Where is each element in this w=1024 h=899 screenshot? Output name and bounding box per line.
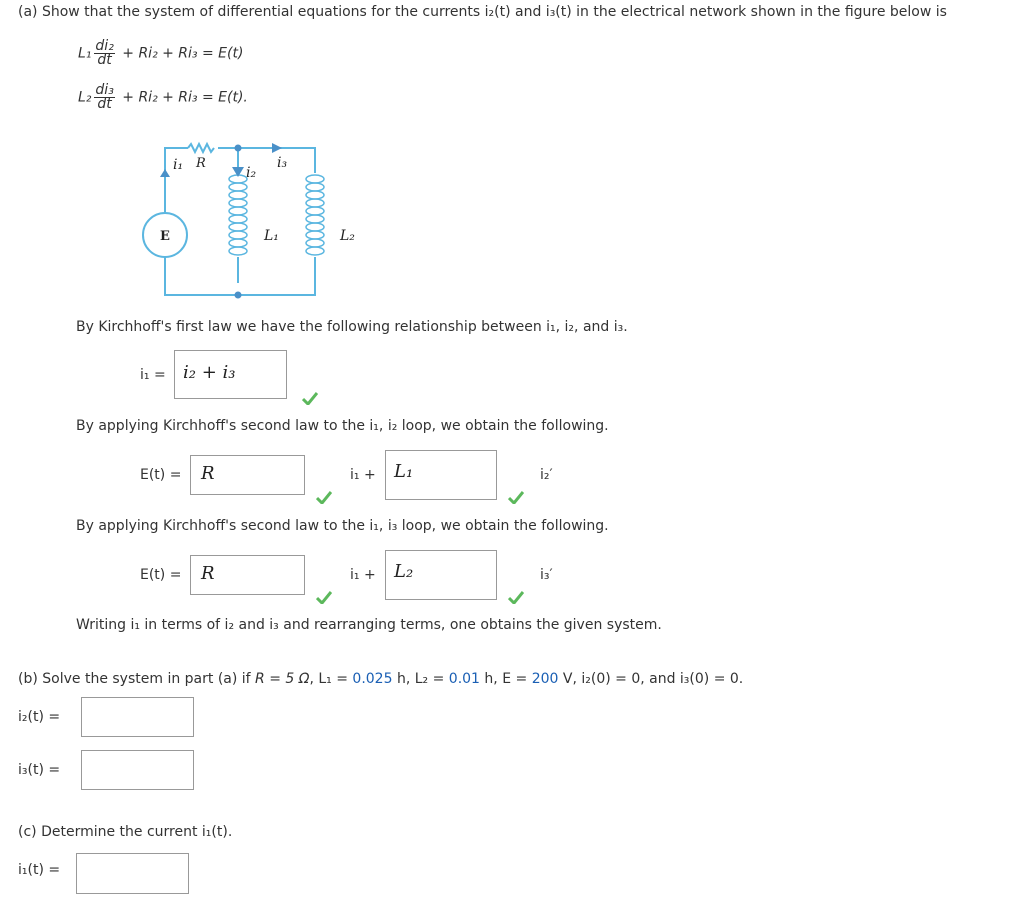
kirchhoff-first-law-text: By Kirchhoff's first law we have the following relationship between i₁, i₂, and i₃. <box>76 319 628 335</box>
label-r: R <box>196 156 206 171</box>
eq2-coef: L₂ <box>78 89 92 106</box>
arrow-i1-icon <box>160 169 170 177</box>
loop12-answer1-field[interactable]: R <box>190 455 305 495</box>
check-icon <box>302 391 318 405</box>
relation-answer-field[interactable]: i₂ + i₃ <box>174 350 287 399</box>
eq1-num: di₂ <box>95 38 114 54</box>
loop13-answer1-field[interactable]: R <box>190 555 305 595</box>
loop13-answer2-field[interactable]: L₂ <box>385 550 497 600</box>
part-a-intro: (a) Show that the system of differential equations for the currents i₂(t) and i₃(t) in the electrical network shown in the figure below is <box>18 4 947 20</box>
loop12-tail: i₂′ <box>540 467 553 483</box>
part-b-r: R = 5 Ω <box>255 671 310 687</box>
label-i3: i₃ <box>277 155 288 171</box>
check-icon <box>508 590 524 604</box>
part-b-l2-label: L₂ = <box>414 671 449 687</box>
kirchhoff-loop13-text: By applying Kirchhoff's second law to the i₁, i₃ loop, we obtain the following. <box>76 518 609 534</box>
part-b-l1-unit: h, <box>392 671 415 687</box>
kirchhoff-loop12-text: By applying Kirchhoff's second law to the i₁, i₂ loop, we obtain the following. <box>76 418 609 434</box>
check-icon <box>508 490 524 504</box>
label-i1: i₁ <box>173 157 184 173</box>
i1-answer-field[interactable] <box>76 853 189 894</box>
eq1-den: dt <box>97 52 112 68</box>
inductor-l2-coil <box>306 175 324 255</box>
check-icon <box>316 590 332 604</box>
eq2-num: di₃ <box>95 82 114 98</box>
node-bottom <box>235 292 242 299</box>
part-b-l1-value: 0.025 <box>352 671 393 687</box>
equation-2 <box>78 84 248 111</box>
relation-lhs: i₁ = <box>140 367 166 383</box>
part-b-e-value: 200 <box>531 671 559 687</box>
i2-answer-field[interactable] <box>81 697 194 737</box>
node-top <box>235 145 242 152</box>
loop13-mid: i₁ + <box>350 567 376 583</box>
eq1-rest: + Ri₂ + Ri₃ = E(t) <box>122 45 244 62</box>
i2-label: i₂(t) = <box>18 709 61 725</box>
arrow-i3-icon <box>272 143 282 153</box>
label-l2: L₂ <box>340 228 355 244</box>
eq2-den: dt <box>97 96 112 112</box>
i1-label: i₁(t) = <box>18 862 61 878</box>
resistor-zigzag <box>188 144 214 152</box>
part-b-e-unit: V, i₂(0) = 0, and i₃(0) = 0. <box>558 671 744 687</box>
loop12-mid: i₁ + <box>350 467 376 483</box>
part-c-text: (c) Determine the current i₁(t). <box>18 824 233 840</box>
inductor-l1-coil <box>229 175 247 255</box>
label-l1: L₁ <box>264 228 279 244</box>
circuit-diagram <box>130 135 360 300</box>
part-b-e-label: E = <box>502 671 532 687</box>
loop12-answer2-field[interactable]: L₁ <box>385 450 497 500</box>
part-b-prefix: (b) Solve the system in part (a) if <box>18 671 256 687</box>
label-i2: i₂ <box>246 165 257 181</box>
part-b-l1-label: L₁ = <box>318 671 353 687</box>
equation-1 <box>78 40 243 67</box>
part-b-l2-unit: h, <box>479 671 503 687</box>
wire-bottom <box>165 257 315 295</box>
eq1-coef: L₁ <box>78 45 92 62</box>
part-b-l2-value: 0.01 <box>448 671 480 687</box>
part-b-text: (b) Solve the system in part (a) if R = 5 Ω, L₁ = 0.025 h, L₂ = 0.01 h, E = 200 V, i₂(0) = 0, and i₃(0) = 0. <box>18 671 744 687</box>
i3-answer-field[interactable] <box>81 750 194 790</box>
check-icon <box>316 490 332 504</box>
label-e: E <box>160 229 170 244</box>
loop13-tail: i₃′ <box>540 567 553 583</box>
closing-text: Writing i₁ in terms of i₂ and i₃ and rearranging terms, one obtains the given system. <box>76 617 662 633</box>
loop13-lhs: E(t) = <box>140 567 182 583</box>
eq2-rest: + Ri₂ + Ri₃ = E(t). <box>122 89 248 106</box>
wire-top-right <box>218 148 315 173</box>
i3-label: i₃(t) = <box>18 762 61 778</box>
loop12-lhs: E(t) = <box>140 467 182 483</box>
